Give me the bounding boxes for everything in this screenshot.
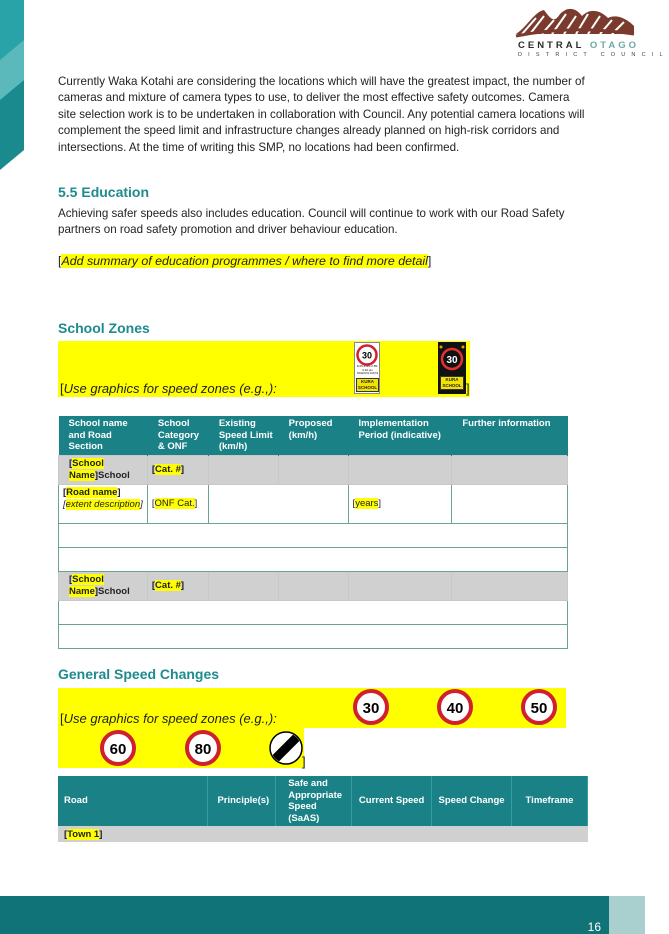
svg-text:60: 60 bbox=[109, 741, 127, 758]
years-cell: [years] bbox=[348, 484, 452, 523]
col-header-timeframe: Timeframe bbox=[512, 776, 588, 826]
general-speed-graphics-note: [Use graphics for speed zones (e.g.,): bbox=[60, 711, 277, 726]
table-row bbox=[59, 523, 568, 547]
general-speed-heading: General Speed Changes bbox=[58, 666, 220, 682]
svg-text:40: 40 bbox=[446, 700, 464, 717]
speed-sign-60 bbox=[100, 730, 136, 766]
static-sign-speed: 30 bbox=[361, 350, 373, 361]
school-zones-heading: School Zones bbox=[58, 320, 150, 336]
mountain-logo-icon bbox=[516, 4, 636, 38]
static-school-zone-sign bbox=[354, 342, 380, 394]
col-header-road: Road bbox=[58, 776, 208, 826]
table-row bbox=[59, 455, 568, 484]
school-zones-graphics-note: [Use graphics for speed zones (e.g.,): bbox=[60, 381, 277, 396]
col-header-existing-speed: Existing Speed Limit (km/h) bbox=[208, 416, 278, 455]
education-placeholder: [Add summary of education programmes / where to find more detail] bbox=[58, 254, 432, 268]
table-header-row bbox=[58, 776, 588, 826]
closing-bracket: ] bbox=[466, 381, 470, 396]
general-speed-table bbox=[58, 776, 588, 842]
school-name-cell: [School Name]School bbox=[59, 571, 148, 600]
speed-sign-80 bbox=[185, 730, 221, 766]
speed-sign-30 bbox=[353, 689, 389, 725]
road-section-cell: [Road name] [extent description] bbox=[59, 484, 148, 523]
svg-text:80: 80 bbox=[194, 741, 212, 758]
electronic-school-zone-sign bbox=[438, 342, 466, 394]
open-road-derestriction-sign-icon bbox=[268, 730, 304, 766]
education-paragraph: Achieving safer speeds also includes education. Council will continue to work with our Road Safety partners on road safety promotion and driver behaviour education. bbox=[58, 207, 565, 237]
logo-wordmark: CENTRAL OTAGO bbox=[518, 40, 639, 51]
table-row bbox=[59, 484, 568, 523]
speed-sign-50 bbox=[521, 689, 557, 725]
school-category-cell: [Cat. #] bbox=[147, 571, 208, 600]
page-footer bbox=[0, 896, 645, 934]
table-row bbox=[59, 547, 568, 571]
education-heading: 5.5 Education bbox=[58, 184, 150, 200]
onf-category-cell: [ONF Cat.] bbox=[147, 484, 208, 523]
council-logo bbox=[512, 4, 669, 60]
col-header-proposed: Proposed (km/h) bbox=[278, 416, 348, 455]
closing-bracket: ] bbox=[302, 754, 306, 769]
table-row bbox=[59, 600, 568, 624]
table-header-row bbox=[59, 416, 568, 455]
table-row bbox=[59, 571, 568, 600]
col-header-category: School Category & ONF bbox=[147, 416, 208, 455]
electronic-sign-plate: KURA SCHOOL bbox=[440, 376, 464, 390]
static-sign-plate: KURA SCHOOL bbox=[357, 379, 378, 390]
col-header-saas: Safe and Appropriate Speed (SaAS) bbox=[276, 776, 352, 826]
col-header-current-speed: Current Speed bbox=[352, 776, 432, 826]
town-cell: [Town 1] bbox=[58, 826, 208, 842]
col-header-school-name: School name and Road Section bbox=[59, 416, 148, 455]
col-header-principles: Principle(s) bbox=[208, 776, 276, 826]
svg-text:50: 50 bbox=[530, 700, 548, 717]
footer-accent bbox=[609, 896, 645, 934]
svg-text:30: 30 bbox=[362, 700, 380, 717]
school-category-cell: [Cat. #] bbox=[147, 455, 208, 484]
col-header-further-info: Further information bbox=[452, 416, 568, 455]
table-row bbox=[58, 826, 588, 842]
col-header-implementation: Implementation Period (indicative) bbox=[348, 416, 452, 455]
school-name-cell: [School Name]School bbox=[59, 455, 148, 484]
electronic-sign-speed: 30 bbox=[446, 355, 458, 366]
static-sign-times: 8.25-9 am 2.55-3.10 pm SCHOOL DAYS bbox=[356, 364, 379, 375]
school-zones-table bbox=[58, 416, 568, 649]
page-number: 16 bbox=[587, 920, 601, 934]
logo-subtitle: DISTRICT COUNCIL bbox=[518, 52, 669, 58]
col-header-speed-change: Speed Change bbox=[432, 776, 512, 826]
table-row bbox=[59, 624, 568, 648]
camera-paragraph: Currently Waka Kotahi are considering the locations which will have the greatest impact, the number of cameras and mixture of camera types to use, to deliver the most effective safety outcomes. Camera site selection work is to be undertaken in collaboration with Council. Any potential camera locations will complement the speed limit and infrastructure changes already planned on high-risk corridors and intersections. At the time of writing this SMP, no locations had been confirmed. bbox=[58, 75, 585, 154]
left-edge-decoration bbox=[0, 0, 24, 170]
speed-sign-40 bbox=[437, 689, 473, 725]
